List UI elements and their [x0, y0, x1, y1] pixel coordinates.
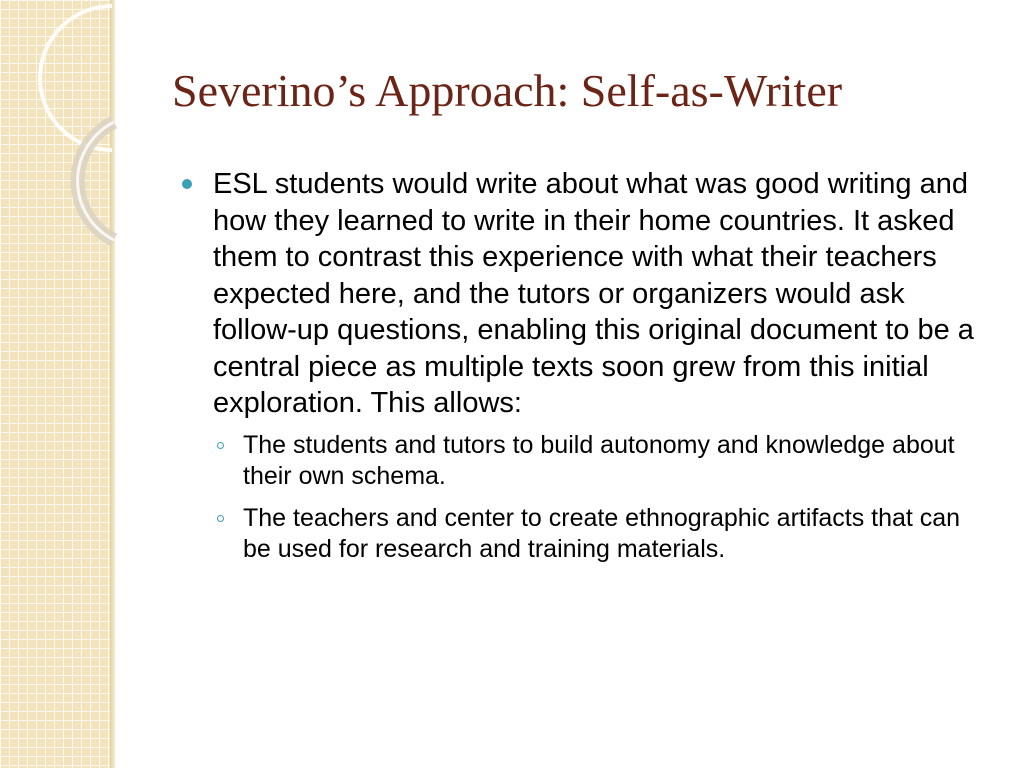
sub-bullet-item: [213, 430, 980, 492]
slide-title: Severino’s Approach: Self-as-Writer: [172, 65, 843, 116]
bullet-text: ESL students would write about what was good writing and how they learned to write in their home countries. It asked them to contrast this experience with what their teachers expected here, and the tutors or organizers would ask follow-up questions, enabling this original document to be a central piece as multiple texts soon grew from this initial exploration. This allows:: [213, 168, 974, 419]
sub-bullet-item: [213, 503, 980, 565]
hollow-circle-bullet-icon: [217, 442, 224, 449]
decorative-rings-icon: [0, 0, 130, 260]
hollow-circle-bullet-icon: [217, 515, 224, 522]
sub-bullet-text: The students and tutors to build autonomy and knowledge about their own schema.: [243, 430, 955, 490]
slide-content: [180, 166, 980, 576]
filled-circle-bullet-icon: [182, 179, 192, 189]
sub-bullet-text: The teachers and center to create ethnographic artifacts that can be used for research and training materials.: [243, 503, 961, 563]
sub-bullet-list: [180, 430, 980, 565]
bullet-item: [180, 166, 980, 422]
